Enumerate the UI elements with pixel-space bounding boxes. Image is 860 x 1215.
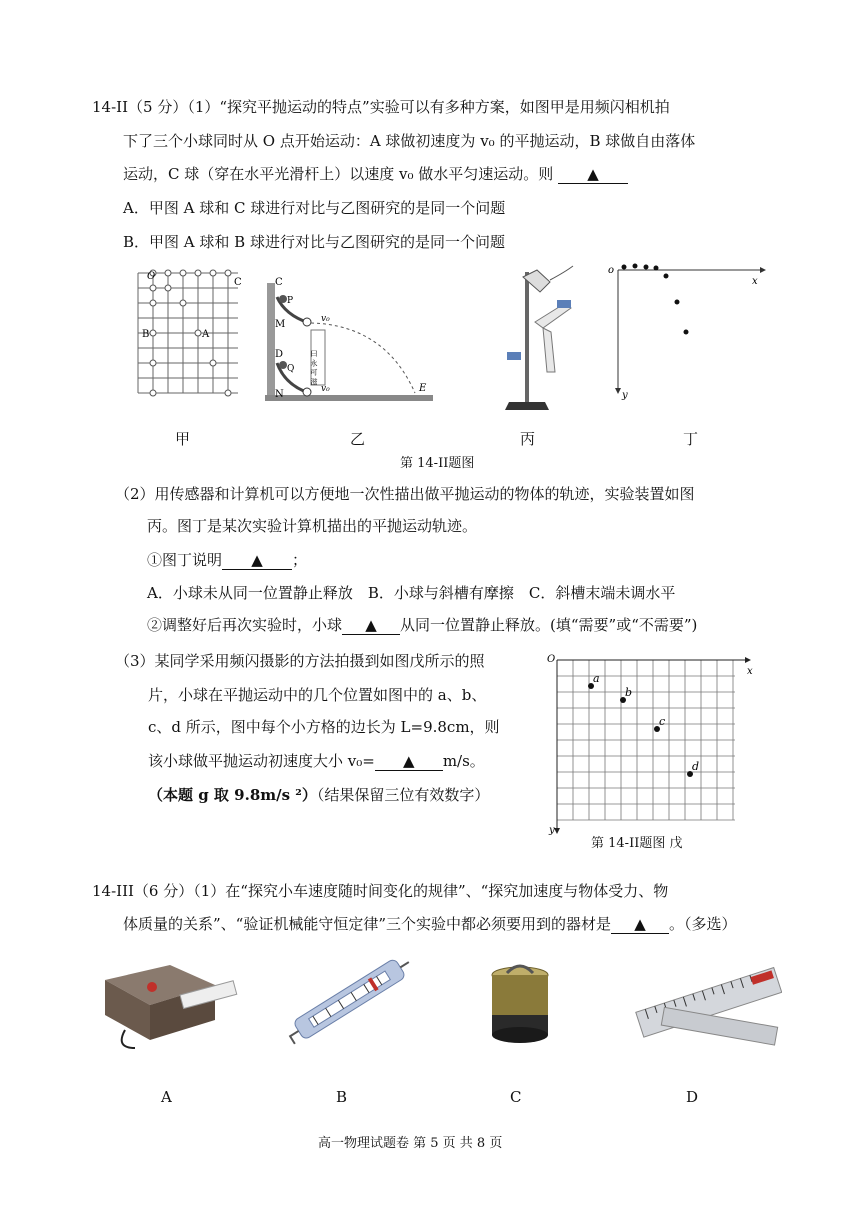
jia-a-label: A: [202, 329, 210, 340]
ding-o-label: o: [608, 265, 615, 276]
figure-yi: [265, 275, 435, 405]
wu-o-label: O: [547, 654, 556, 665]
figure-caption: 第 14-II题图: [400, 456, 475, 471]
item-label-b: B: [336, 1088, 348, 1106]
q14-3-line1: 14-III（6 分）（1）在“探究小车速度随时间变化的规律”、“探究加速度与物体受力、物: [92, 882, 669, 900]
ding-y-label: y: [622, 390, 628, 401]
p2-q1-pre: ①图丁说明: [147, 551, 223, 569]
item-label-c: C: [510, 1088, 522, 1106]
label-ding: 丁: [683, 430, 699, 448]
p3-line4-post: m/s。: [442, 752, 485, 770]
figure-wu: [545, 650, 775, 835]
jia-c-label: C: [234, 277, 242, 288]
label-yi: 乙: [350, 430, 366, 448]
yi-v0-top: v₀: [321, 314, 330, 324]
yi-q-label: Q: [287, 364, 295, 374]
figure-ding: [600, 258, 770, 403]
ding-x-label: x: [752, 276, 758, 287]
p3-line5-rest: （结果保留三位有效数字）: [316, 786, 490, 804]
yi-p-label: P: [287, 296, 294, 306]
jia-b-label: B: [142, 329, 150, 340]
figure-bing: [495, 262, 595, 412]
p2-q1: [147, 549, 307, 570]
yi-e-label: E: [419, 383, 427, 394]
answer-blank[interactable]: ▲: [558, 165, 628, 184]
ticker-timer-image: [95, 960, 245, 1055]
p2-q1-post: ；: [292, 551, 308, 569]
p3-line5-bold: （本题 g 取 9.8m/s ²）: [148, 786, 317, 804]
wu-x-label: x: [747, 666, 753, 677]
p3-line4-pre: 该小球做平抛运动初速度大小 v₀=: [148, 752, 375, 770]
answer-blank[interactable]: ▲: [342, 616, 400, 635]
wu-a-label: a: [593, 672, 600, 685]
p2-q2-pre: ②调整好后再次实验时，小球: [147, 616, 343, 634]
option-a: A．甲图 A 球和 C 球进行对比与乙图研究的是同一个问题: [123, 199, 506, 217]
q14-3-line2-pre: 体质量的关系”、“验证机械能守恒定律”三个实验中都必须要用到的器材是: [123, 915, 612, 933]
figure-jia: [130, 265, 250, 410]
yi-mid-label: 曰 永 可 滋: [310, 350, 318, 385]
label-jia: 甲: [175, 430, 191, 448]
yi-n-label: N: [275, 389, 284, 400]
yi-c-label: C: [275, 277, 283, 288]
yi-v0-bottom: v₀: [321, 384, 330, 394]
wu-c-label: c: [659, 715, 666, 728]
p3-line2: 片，小球在平抛运动中的几个位置如图中的 a、b、: [148, 686, 487, 704]
jia-o-label: O: [147, 271, 156, 282]
q14-2-header: 14-II（5 分）（1）“探究平抛运动的特点”实验可以有多种方案，如图甲是用频闪相机拍: [92, 98, 670, 116]
p2-line1: （2）用传感器和计算机可以方便地一次性描出做平抛运动的物体的轨迹，实验装置如图: [115, 485, 695, 503]
wu-b-label: b: [625, 686, 633, 699]
item-label-a: A: [161, 1088, 172, 1106]
ruler-image: [632, 955, 782, 1055]
p2-q2: [147, 614, 697, 635]
answer-blank[interactable]: ▲: [222, 551, 292, 570]
q14-2-line3-text: 运动，C 球（穿在水平光滑杆上）以速度 v₀ 做水平匀速运动。则: [123, 165, 554, 183]
label-bing: 丙: [520, 430, 536, 448]
page-footer: 高一物理试题卷 第 5 页 共 8 页: [318, 1136, 503, 1151]
p3-line4: [148, 750, 485, 771]
p3-line1: （3）某同学采用频闪摄影的方法拍摄到如图戊所示的照: [115, 652, 485, 670]
wu-caption: 第 14-II题图 戊: [591, 836, 683, 851]
q14-3-line2: [123, 913, 737, 934]
q14-2-line2: 下了三个小球同时从 O 点开始运动：A 球做初速度为 v₀ 的平抛运动，B 球做自由落体: [123, 132, 696, 150]
yi-d-label: D: [275, 349, 284, 360]
wu-d-label: d: [692, 760, 700, 773]
p2-options: A．小球未从同一位置静止释放 B．小球与斜槽有摩擦 C．斜槽末端未调水平: [147, 584, 676, 602]
p2-line2: 丙。图丁是某次实验计算机描出的平抛运动轨迹。: [147, 517, 478, 535]
p3-line3: c、d 所示，图中每个小方格的边长为 L=9.8cm，则: [148, 718, 500, 736]
answer-blank[interactable]: ▲: [375, 752, 443, 771]
yi-m-label: M: [275, 319, 286, 330]
weight-image: [485, 955, 555, 1055]
item-label-d: D: [686, 1088, 699, 1106]
answer-blank[interactable]: ▲: [611, 915, 669, 934]
q14-2-line3: [123, 163, 628, 184]
q14-3-line2-post: 。（多选）: [669, 915, 737, 933]
wu-y-label: y: [549, 825, 555, 835]
p3-line5: [148, 784, 489, 805]
spring-scale-image: [280, 950, 420, 1050]
option-b: B．甲图 A 球和 B 球进行对比与乙图研究的是同一个问题: [123, 233, 505, 251]
p2-q2-post: 从同一位置静止释放。(填“需要”或“不需要”): [400, 616, 698, 634]
